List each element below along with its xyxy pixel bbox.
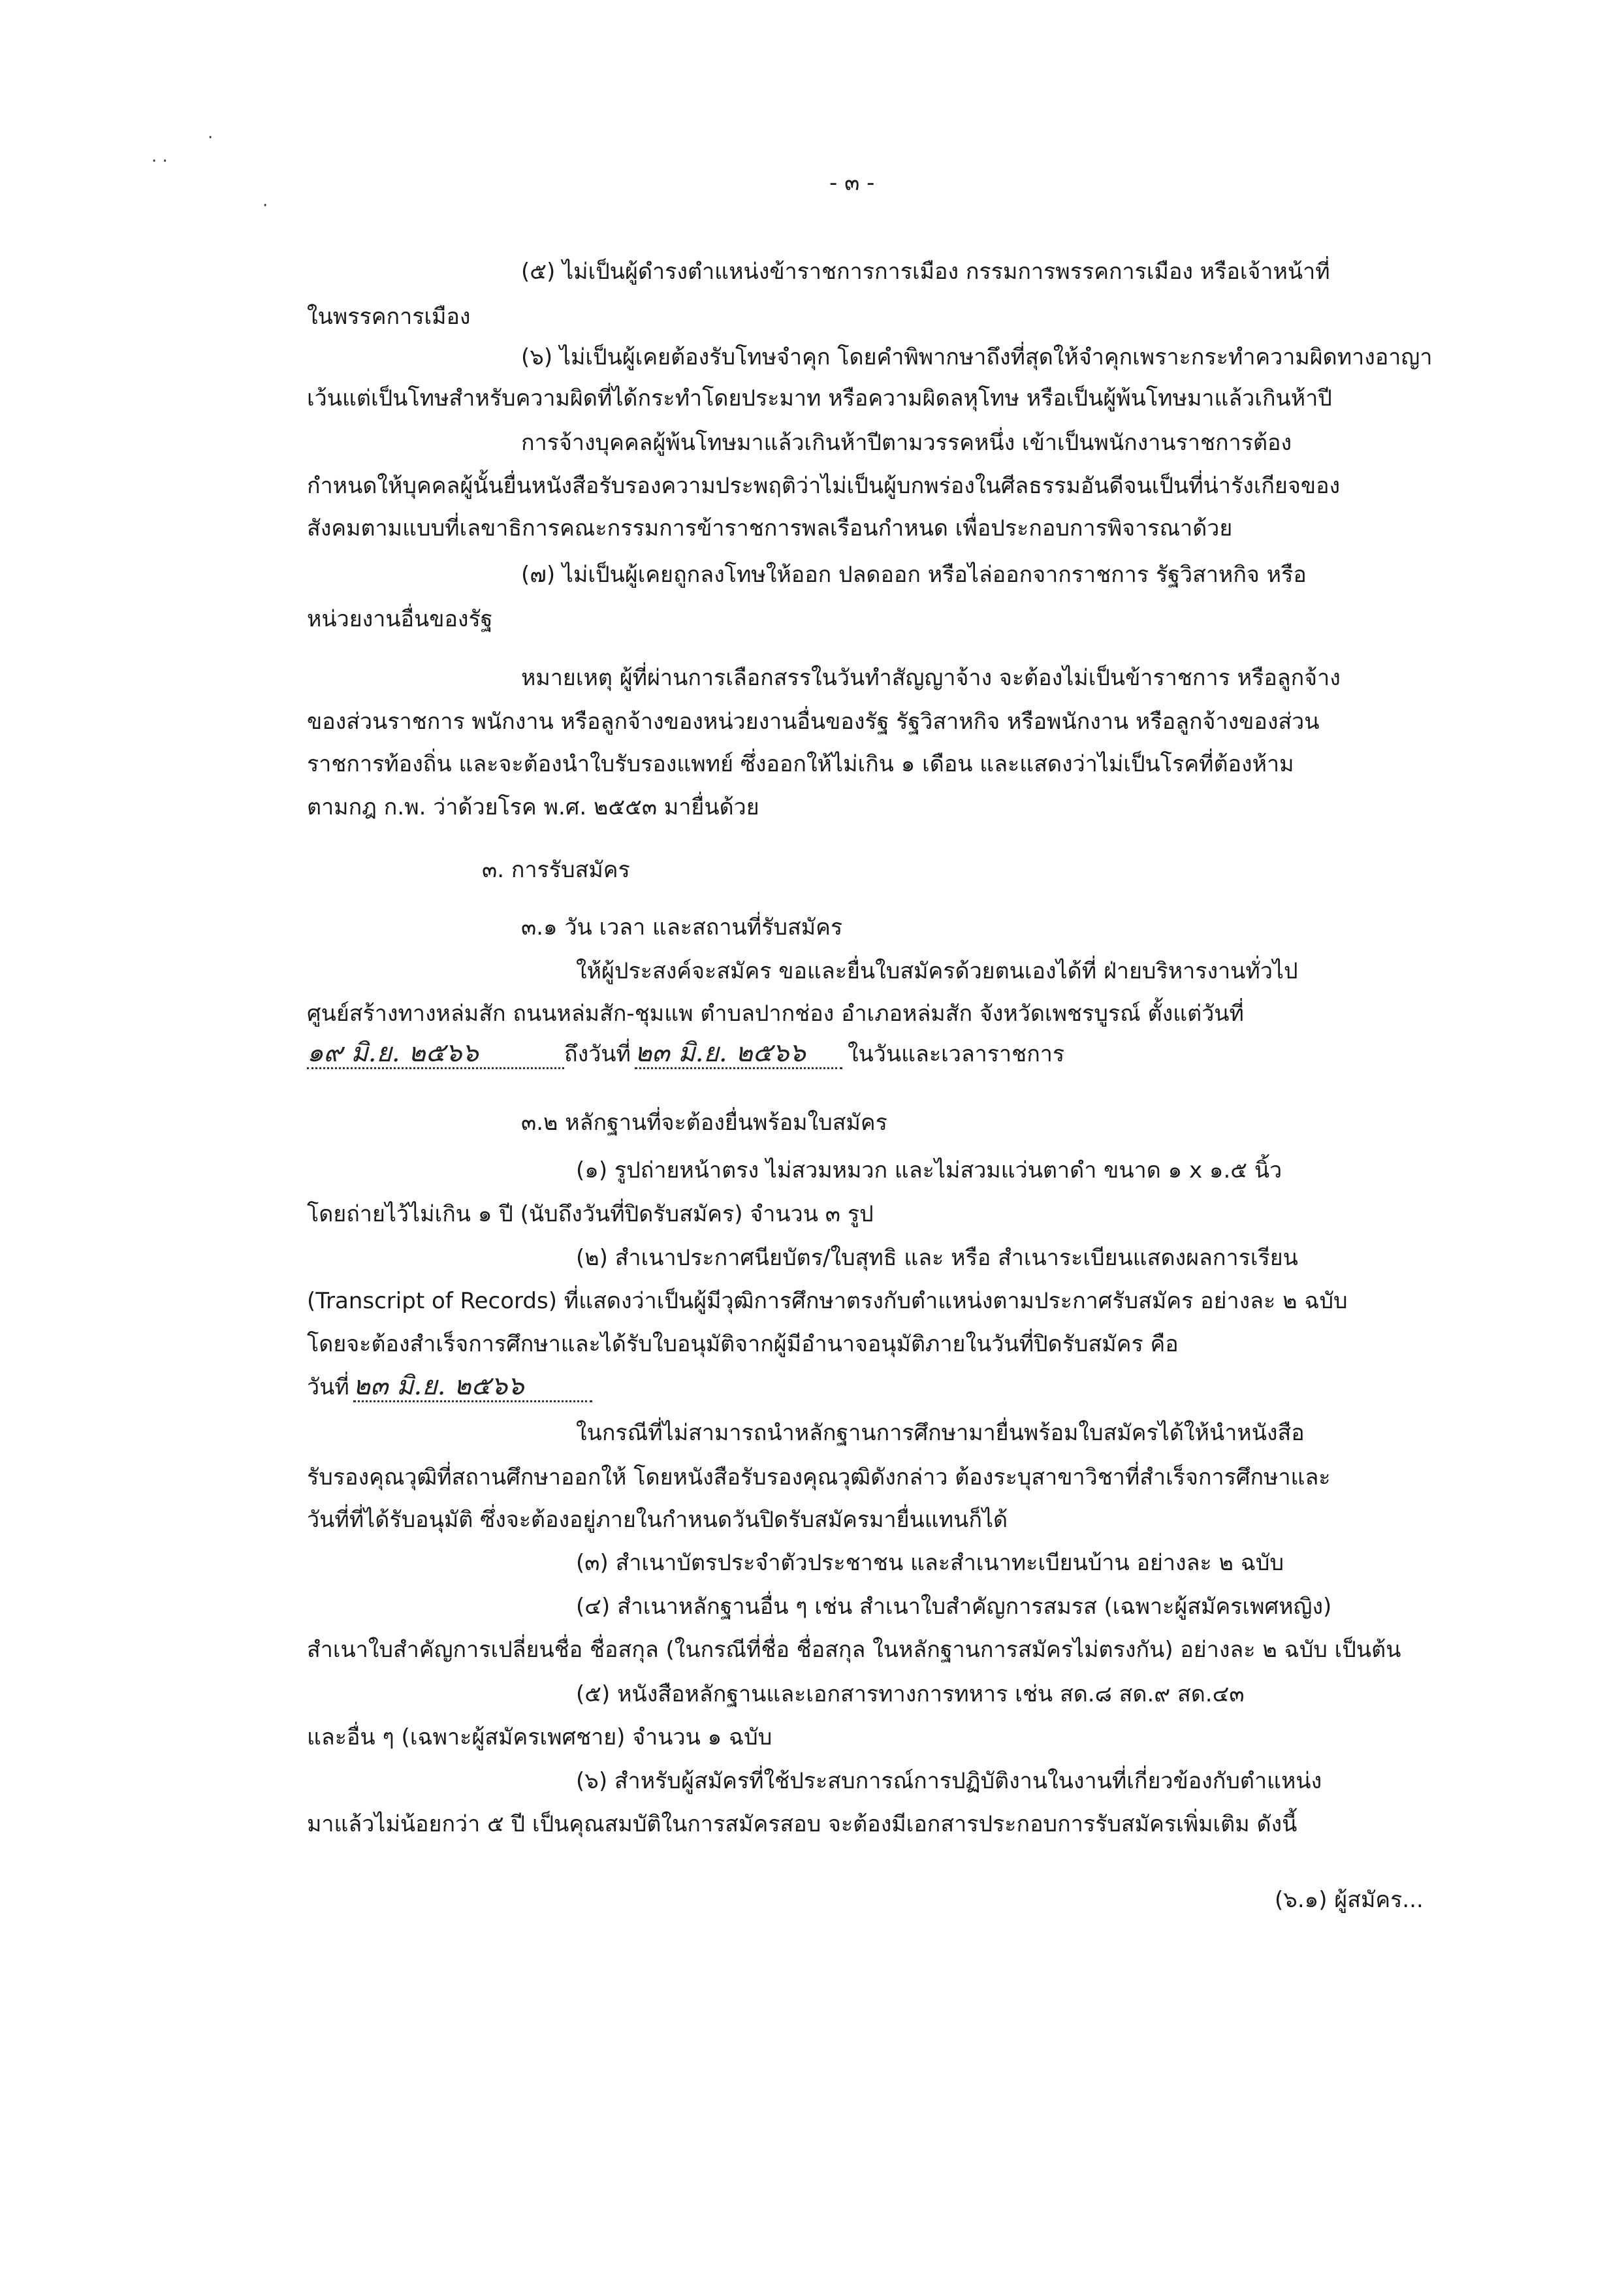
office-hours-label: ในวันและเวลาราชการ <box>847 1041 1065 1067</box>
note-line-4: ตามกฎ ก.พ. ว่าด้วยโรค พ.ศ. ๒๕๕๓ มายื่นด้วย <box>307 794 759 820</box>
document-3-line-1: (๓) สำเนาบัตรประจำตัวประชาชน และสำเนาทะเบียนบ้าน อย่างละ ๒ ฉบับ <box>576 1550 1284 1576</box>
qualification-7-line-1: (๗) ไม่เป็นผู้เคยถูกลงโทษให้ออก ปลดออก หรือไล่ออกจากราชการ รัฐวิสาหกิจ หรือ <box>521 562 1307 588</box>
qualification-7-line-2: หน่วยงานอื่นของรัฐ <box>307 606 493 632</box>
qualification-6-line-4: กำหนดให้บุคคลผู้นั้นยื่นหนังสือรับรองความประพฤติว่าไม่เป็นผู้บกพร่องในศีลธรรมอันดีจนเป็นที่น่ารังเกียจของ <box>307 473 1341 499</box>
scan-speckle: · <box>263 196 268 216</box>
qualification-6-line-3: การจ้างบุคคลผู้พ้นโทษมาแล้วเกินห้าปีตามวรรคหนึ่ง เข้าเป็นพนักงานราชการต้อง <box>521 430 1292 456</box>
document-4-line-2: สำเนาใบสำคัญการเปลี่ยนชื่อ ชื่อสกุล (ในกรณีที่ชื่อ ชื่อสกุล ในหลักฐานการสมัครไม่ตรงกัน) อย่างละ ๒ ฉบับ เป็นต้น <box>307 1637 1401 1663</box>
document-2-line-4 <box>307 1372 592 1402</box>
qualification-6-line-2: เว้นแต่เป็นโทษสำหรับความผิดที่ได้กระทำโดยประมาท หรือความผิดลหุโทษ หรือเป็นผู้พ้นโทษมาแล้วเกินห้าปี <box>307 385 1332 411</box>
document-5-line-2: และอื่น ๆ (เฉพาะผู้สมัครเพศชาย) จำนวน ๑ ฉบับ <box>307 1724 772 1750</box>
document-2-line-3: โดยจะต้องสำเร็จการศึกษาและได้รับใบอนุมัติจากผู้มีอำนาจอนุมัติภายในวันที่ปิดรับสมัคร คือ <box>307 1331 1179 1357</box>
document-1-line-1: (๑) รูปถ่ายหน้าตรง ไม่สวมหมวก และไม่สวมแว่นตาดำ ขนาด ๑ x ๑.๕ นิ้ว <box>576 1157 1282 1183</box>
qualification-5-line-1: (๕) ไม่เป็นผู้ดำรงตำแหน่งข้าราชการการเมือง กรรมการพรรคการเมือง หรือเจ้าหน้าที่ <box>521 259 1330 285</box>
note-line-3: ราชการท้องถิ่น และจะต้องนำใบรับรองแพทย์ ซึ่งออกให้ไม่เกิน ๑ เดือน และแสดงว่าไม่เป็นโรคที่ต้องห้าม <box>307 751 1294 777</box>
handwritten-start-date: ๑๙ มิ.ย. ๒๕๖๖ <box>307 1038 564 1069</box>
document-1-line-2: โดยถ่ายไว้ไม่เกิน ๑ ปี (นับถึงวันที่ปิดรับสมัคร) จำนวน ๓ รูป <box>307 1201 874 1227</box>
section-3-1-line-2: ศูนย์สร้างทางหล่มสัก ถนนหล่มสัก-ชุมแพ ตำบลปากช่อง อำเภอหล่มสัก จังหวัดเพชรบูรณ์ ตั้งแต่วันที่ <box>307 1001 1244 1027</box>
note-line-2: ของส่วนราชการ พนักงาน หรือลูกจ้างของหน่วยงานอื่นของรัฐ รัฐวิสาหกิจ หรือพนักงาน หรือลูกจ้างของส่วน <box>307 709 1320 735</box>
next-page-reference: (๖.๑) ผู้สมัคร... <box>1275 1887 1424 1913</box>
document-2-line-1: (๒) สำเนาประกาศนียบัตร/ใบสุทธิ และ หรือ สำเนาระเบียนแสดงผลการเรียน <box>576 1245 1298 1271</box>
document-2-line-2: (Transcript of Records) ที่แสดงว่าเป็นผู้มีวุฒิการศึกษาตรงกับตำแหน่งตามประกาศรับสมัคร อย่างละ ๒ ฉบับ <box>307 1288 1348 1314</box>
document-6-line-2: มาแล้วไม่น้อยกว่า ๕ ปี เป็นคุณสมบัติในการสมัครสอบ จะต้องมีเอกสารประกอบการรับสมัครเพิ่มเติม ดังนี้ <box>307 1811 1298 1837</box>
document-6-line-1: (๖) สำหรับผู้สมัครที่ใช้ประสบการณ์การปฏิบัติงานในงานที่เกี่ยวข้องกับตำแหน่ง <box>576 1768 1322 1794</box>
document-2-line-5: ในกรณีที่ไม่สามารถนำหลักฐานการศึกษามายื่นพร้อมใบสมัครได้ให้นำหนังสือ <box>576 1420 1305 1446</box>
section-3-2-heading: ๓.๒ หลักฐานที่จะต้องยื่นพร้อมใบสมัคร <box>521 1110 887 1136</box>
handwritten-close-date: ๒๓ มิ.ย. ๒๕๖๖ <box>353 1372 592 1402</box>
scan-speckle: · <box>208 128 214 148</box>
section-3-1-date-line <box>307 1038 1064 1069</box>
section-3-1-line-1: ให้ผู้ประสงค์จะสมัคร ขอและยื่นใบสมัครด้วยตนเองได้ที่ ฝ่ายบริหารงานทั่วไป <box>576 958 1298 984</box>
to-date-label: ถึงวันที่ <box>564 1041 631 1067</box>
section-3-heading: ๓. การรับสมัคร <box>482 857 630 883</box>
date-label: วันที่ <box>307 1374 349 1400</box>
document-5-line-1: (๕) หนังสือหลักฐานและเอกสารทางการทหาร เช่น สด.๘ สด.๙ สด.๔๓ <box>576 1681 1245 1707</box>
handwritten-end-date: ๒๓ มิ.ย. ๒๕๖๖ <box>635 1038 842 1069</box>
scan-speckle: · · <box>151 152 168 171</box>
qualification-6-line-1: (๖) ไม่เป็นผู้เคยต้องรับโทษจำคุก โดยคำพิพากษาถึงที่สุดให้จำคุกเพราะกระทำความผิดทางอาญา <box>521 344 1433 370</box>
page-number: - ๓ - <box>829 170 875 196</box>
document-4-line-1: (๔) สำเนาหลักฐานอื่น ๆ เช่น สำเนาใบสำคัญการสมรส (เฉพาะผู้สมัครเพศหญิง) <box>576 1594 1332 1620</box>
section-3-1-heading: ๓.๑ วัน เวลา และสถานที่รับสมัคร <box>521 914 843 941</box>
document-2-line-6: รับรองคุณวุฒิที่สถานศึกษาออกให้ โดยหนังสือรับรองคุณวุฒิดังกล่าว ต้องระบุสาขาวิชาที่สำเร็จการศึกษาและ <box>307 1464 1331 1490</box>
qualification-6-line-5: สังคมตามแบบที่เลขาธิการคณะกรรมการข้าราชการพลเรือนกำหนด เพื่อประกอบการพิจารณาด้วย <box>307 515 1233 541</box>
note-line-1: หมายเหตุ ผู้ที่ผ่านการเลือกสรรในวันทำสัญญาจ้าง จะต้องไม่เป็นข้าราชการ หรือลูกจ้าง <box>521 665 1341 691</box>
document-2-line-7: วันที่ที่ได้รับอนุมัติ ซึ่งจะต้องอยู่ภายในกำหนดวันปิดรับสมัครมายื่นแทนก็ได้ <box>307 1507 1008 1533</box>
qualification-5-line-2: ในพรรคการเมือง <box>307 304 471 330</box>
